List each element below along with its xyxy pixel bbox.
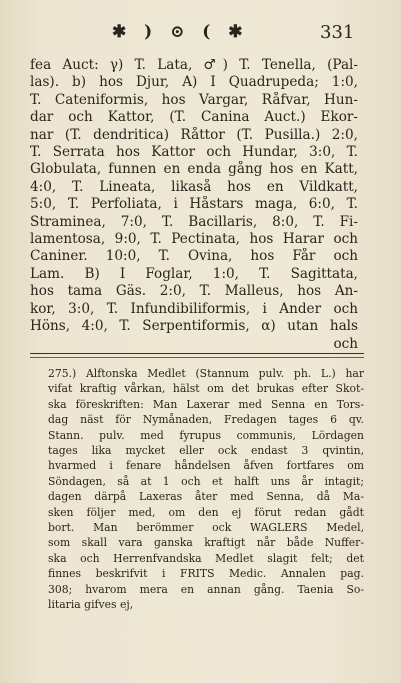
footnote-line: vifat kraftig vårkan, hälst om det brukas efter Skot- bbox=[48, 382, 364, 396]
text-line: T. Serrata hos Kattor och Hundar, 3:0, T. bbox=[30, 144, 358, 161]
main-text bbox=[30, 57, 358, 353]
footnote-line: ska föreskriften: Man Laxerar med Senna en Tors- bbox=[48, 397, 364, 411]
footnote-line: ska och Herrenfvandska Medlet slagit felt; det bbox=[48, 551, 364, 565]
text-line: nar (T. dendritica) Råttor (T. Pusilla.) 2:0, bbox=[30, 126, 358, 143]
footnote-line: 308; hvarom mera en annan gång. Taenia So- bbox=[48, 582, 364, 596]
text-line: dar och Kattor, (T. Canina Auct.) Ekor- bbox=[30, 109, 358, 126]
footnote-line: sken följer med, om den ej förut redan gådt bbox=[48, 505, 364, 519]
text-line: lamentosa, 9:0, T. Pectinata, hos Harar och bbox=[30, 231, 358, 248]
text-line: fea Auct: γ) T. Lata, ♂) T. Tenella, (Pal- bbox=[30, 57, 358, 73]
page-header bbox=[0, 22, 401, 48]
text-line: 4:0, T. Lineata, likaså hos en Vildkatt, bbox=[30, 178, 358, 195]
text-line: kor, 3:0, T. Infundibiliformis, i Ander och bbox=[30, 300, 358, 317]
footnote-line: finnes beskrifvit i FRITS Medic. Annalen pag. bbox=[48, 567, 364, 581]
text-line: Lam. B) I Foglar, 1:0, T. Sagittata, bbox=[30, 265, 358, 282]
footnote-line: Stann. pulv. med fyrupus communis, Lördagen bbox=[48, 428, 364, 442]
footnote-line: dag näst för Nymånaden, Fredagen tages 6 qv. bbox=[48, 413, 364, 427]
footnote-line: 275.) Alftonska Medlet (Stannum pulv. ph. L.) har bbox=[48, 367, 364, 380]
footnote-line: dagen därpå Laxeras åter med Senna, då Ma- bbox=[48, 490, 364, 504]
text-line: 5:0, T. Perfoliata, i Håstars maga, 6:0, T. bbox=[30, 196, 358, 213]
footnote-line: bort. Man berömmer ock WAGLERS Medel, bbox=[48, 521, 364, 535]
text-line: hos tama Gäs. 2:0, T. Malleus, hos An- bbox=[30, 283, 358, 300]
header-ornament: ✱ ) ⊙ ( ✱ bbox=[112, 22, 249, 42]
text-line: las). b) hos Djur, A) I Quadrupeda; 1:0, bbox=[30, 74, 358, 91]
footnote-text bbox=[48, 366, 364, 613]
catchword: och bbox=[333, 335, 358, 352]
footnote-divider bbox=[30, 353, 364, 354]
footnote-line: hvarmed i fenare håndelsen åfven fortfares om bbox=[48, 459, 364, 473]
text-line: Globulata, funnen en enda gång hos en Katt, bbox=[30, 161, 358, 178]
text-line: Straminea, 7:0, T. Bacillaris, 8:0, T. Fi- bbox=[30, 213, 358, 230]
page-number: 331 bbox=[320, 22, 355, 43]
footnote-line: tages lika mycket eller ock endast 3 qvintin, bbox=[48, 444, 364, 458]
footnote-line: som skall vara ganska kraftigt når både Nuffer- bbox=[48, 536, 364, 550]
text-line: Caniner. 10:0, T. Ovina, hos Får och bbox=[30, 248, 358, 265]
text-line: T. Cateniformis, hos Vargar, Råfvar, Hun- bbox=[30, 91, 358, 108]
footnote-divider-thin bbox=[30, 357, 364, 358]
footnote-line: Söndagen, så at 1 och et halft uns år intagit; bbox=[48, 474, 364, 488]
text-line: Höns, 4:0, T. Serpentiformis, α) utan hals bbox=[30, 318, 358, 335]
footnote-line: litaria gifves ej, bbox=[48, 598, 134, 612]
